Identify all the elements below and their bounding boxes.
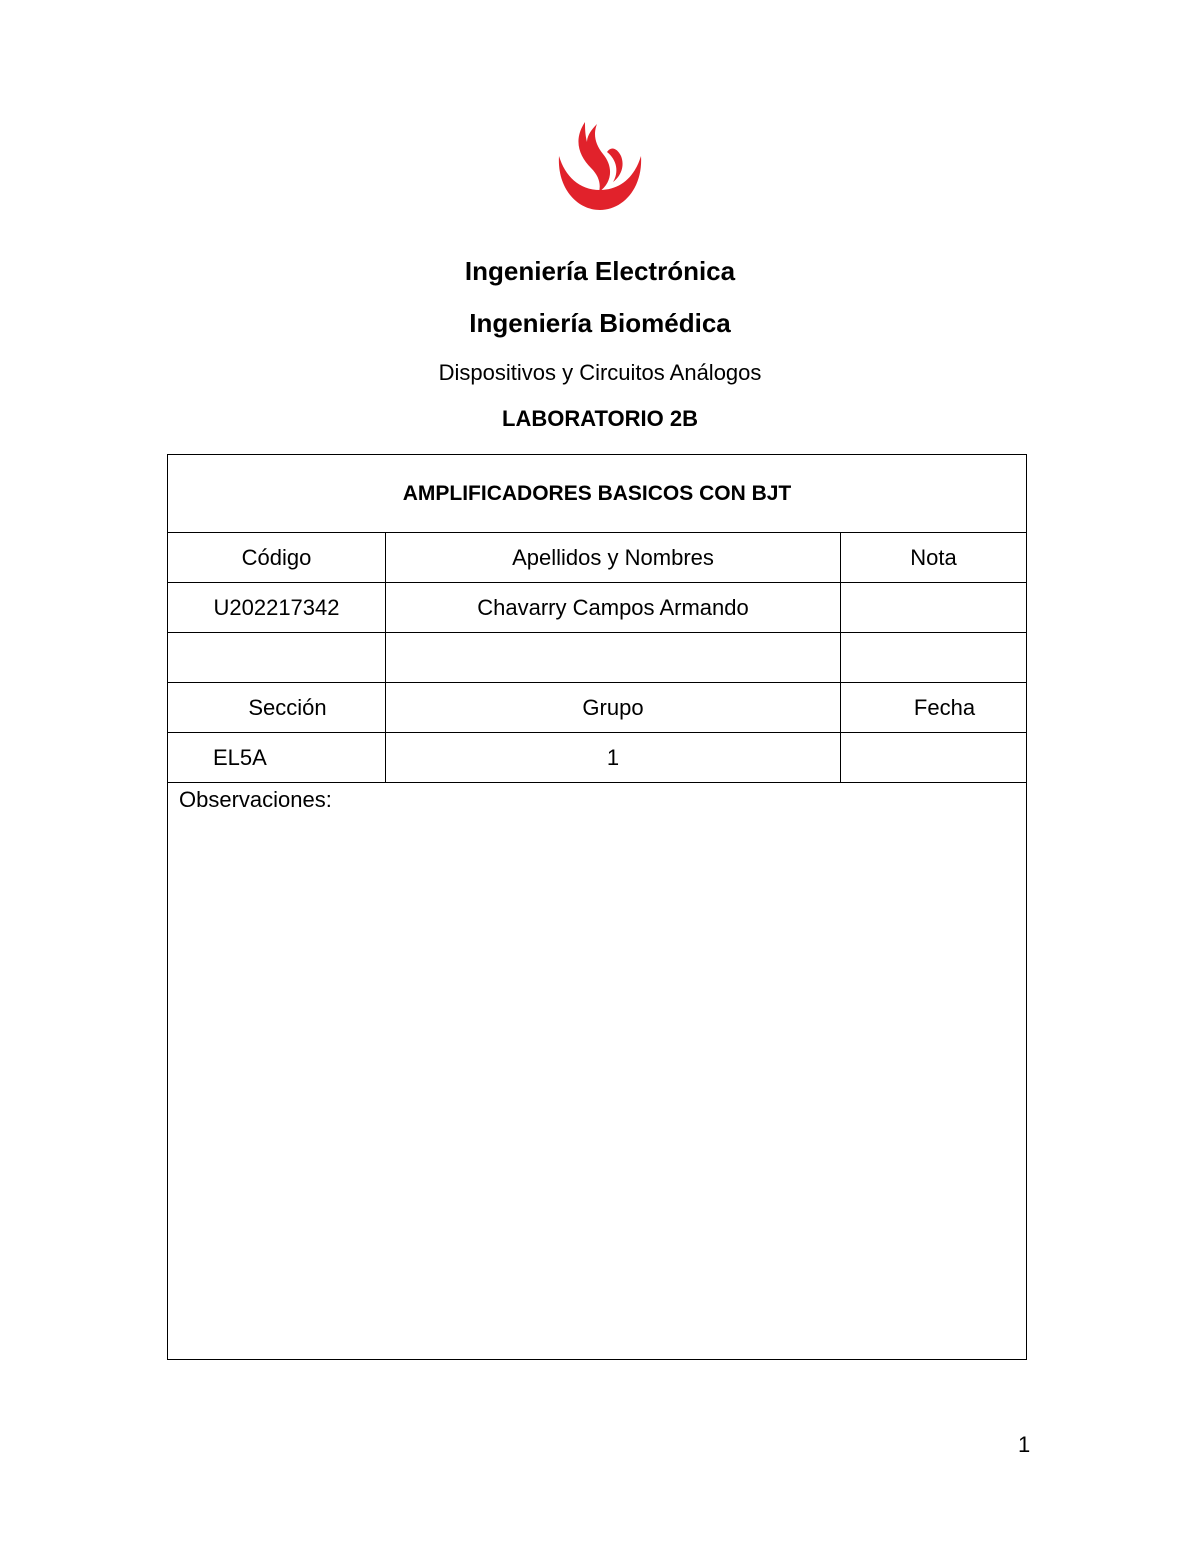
student-code: U202217342 [213, 594, 340, 620]
header-row-1 [168, 532, 1026, 582]
header-codigo: Código [241, 544, 312, 570]
header-apellidos-nombres: Apellidos y Nombres [385, 533, 840, 582]
header-grupo: Grupo [385, 683, 840, 732]
section-value: EL5A [213, 744, 267, 770]
student-row [168, 582, 1026, 632]
header-nota: Nota [840, 533, 1026, 582]
date-value [840, 733, 1026, 782]
section-row [168, 732, 1026, 782]
group-value: 1 [385, 733, 840, 782]
course-name: Dispositivos y Circuitos Análogos [438, 360, 762, 385]
form-title: AMPLIFICADORES BASICOS CON BJT [402, 481, 792, 505]
faculty-title-biomedical: Ingeniería Biomédica [469, 308, 731, 338]
university-logo-icon [555, 118, 645, 214]
empty-cell-1 [168, 633, 385, 682]
faculty-title-electronics: Ingeniería Electrónica [464, 256, 736, 286]
header-seccion: Sección [248, 694, 327, 720]
student-name: Chavarry Campos Armando [385, 583, 840, 632]
lab-title: LABORATORIO 2B [502, 406, 698, 431]
empty-row [168, 632, 1026, 682]
student-grade [840, 583, 1026, 632]
empty-cell-2 [385, 633, 840, 682]
header-fecha: Fecha [840, 683, 1026, 732]
cover-form-table [167, 454, 1027, 1360]
observations-area [168, 782, 1026, 1359]
page-number: 1 [1018, 1432, 1031, 1457]
header-row-2 [168, 682, 1026, 732]
empty-cell-3 [840, 633, 1026, 682]
observations-label: Observaciones: [179, 787, 332, 812]
